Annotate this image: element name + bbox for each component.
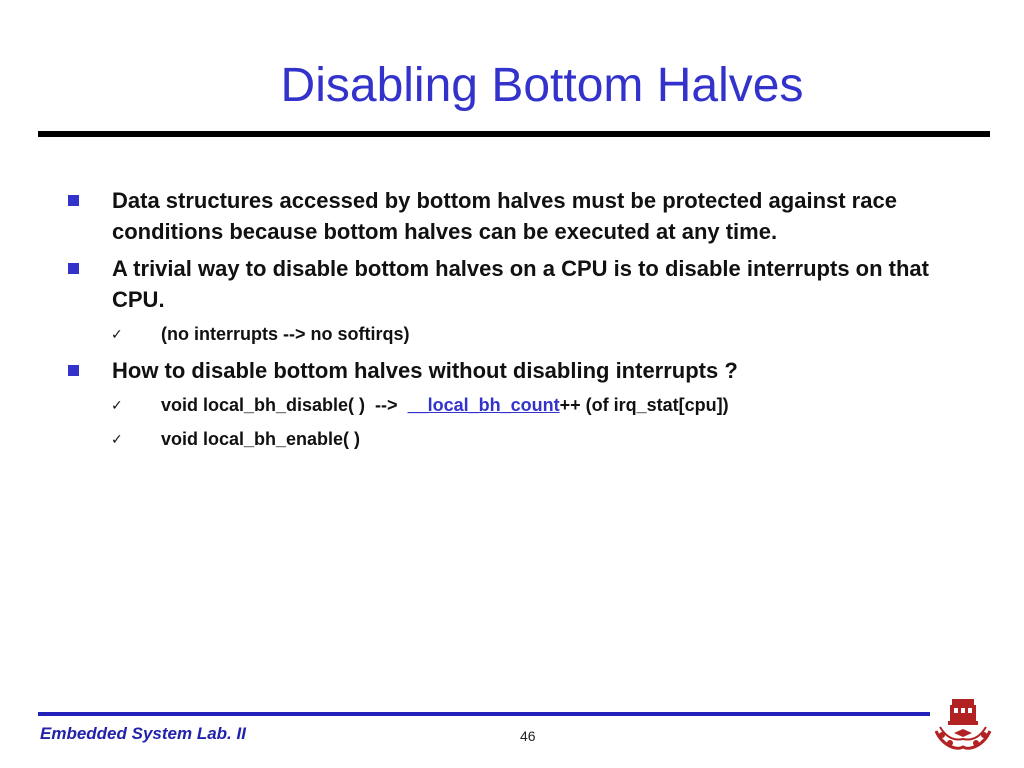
local-bh-count-link[interactable]: __local_bh_count: [407, 395, 560, 415]
sub-bullet-item: [64, 321, 944, 347]
university-emblem-icon: [932, 697, 994, 753]
square-bullet-icon: [68, 195, 79, 206]
checkmark-icon: ✓: [111, 431, 123, 447]
bullet-text: A trivial way to disable bottom halves on a CPU is to disable interrupts on that CPU.: [112, 256, 929, 312]
square-bullet-icon: [68, 365, 79, 376]
checkmark-icon: ✓: [111, 326, 123, 342]
sub-bullet-item: [64, 426, 944, 452]
page-number: 46: [520, 728, 536, 744]
bullet-item: [64, 253, 944, 315]
sub-bullet-text: void local_bh_enable( ): [161, 429, 361, 449]
title-divider: [38, 131, 990, 137]
sub-bullet-text: (no interrupts --> no softirqs): [161, 324, 410, 344]
sub-bullet-item: [64, 392, 944, 418]
square-bullet-icon: [68, 263, 79, 274]
sub-bullet-suffix: ++ (of irq_stat[cpu]): [559, 395, 729, 415]
checkmark-icon: ✓: [111, 397, 123, 413]
slide-content: [64, 185, 944, 460]
footer-divider: [38, 712, 930, 716]
slide-title: Disabling Bottom Halves: [280, 59, 804, 112]
bullet-item: [64, 355, 944, 386]
bullet-text: Data structures accessed by bottom halves must be protected against race conditions because bottom halves can be executed at any time.: [112, 188, 897, 244]
sub-bullet-prefix: void local_bh_disable( ) -->: [161, 395, 408, 415]
bullet-text: How to disable bottom halves without disabling interrupts ?: [112, 358, 738, 383]
footer-lab-name: Embedded System Lab. II: [40, 724, 246, 743]
bullet-item: [64, 185, 944, 247]
